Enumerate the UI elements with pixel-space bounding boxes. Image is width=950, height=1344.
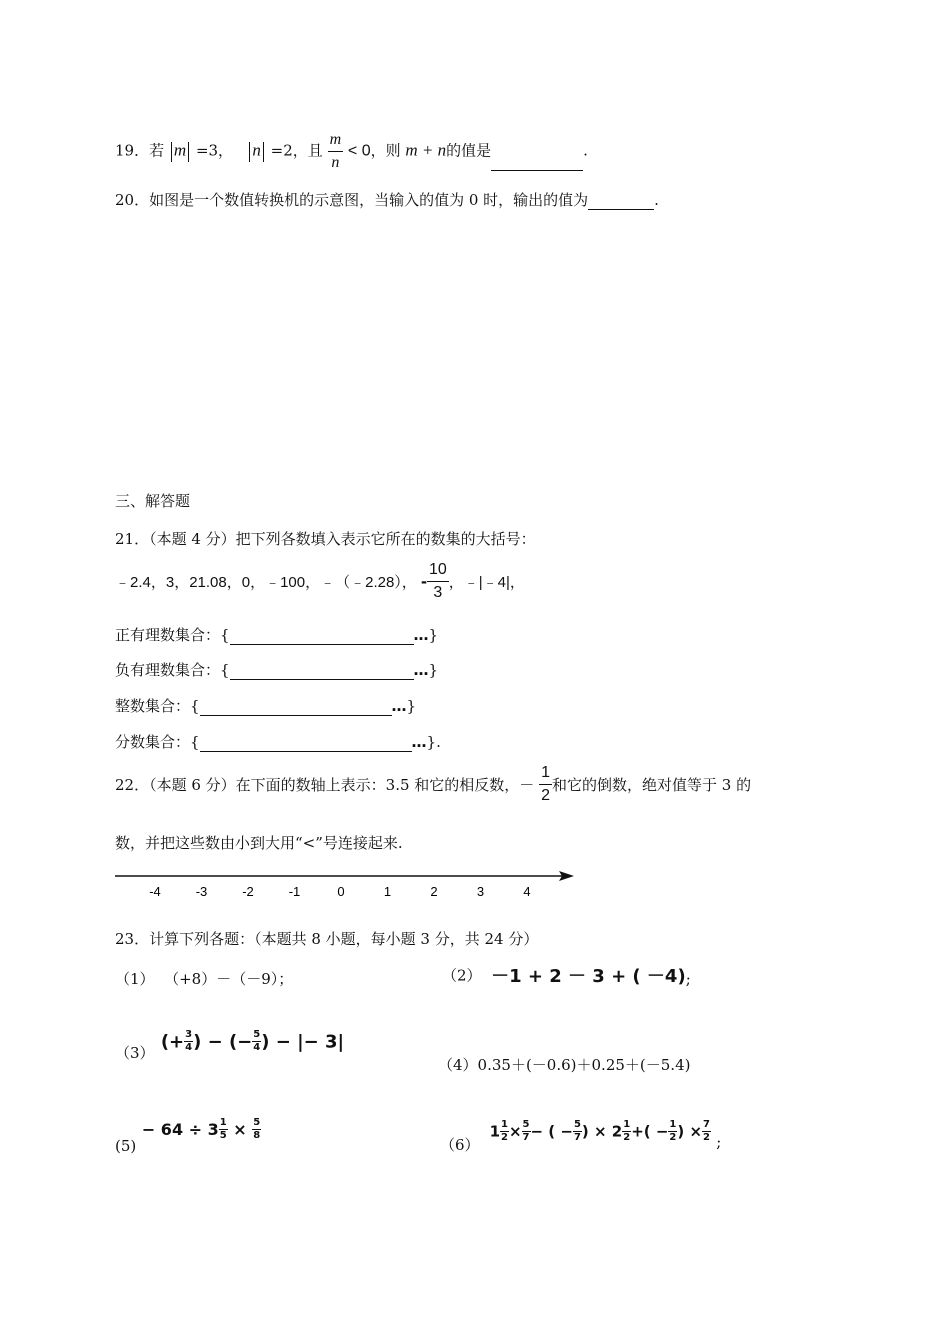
set-negative-rational [115, 659, 438, 680]
set-answer-line[interactable] [230, 628, 414, 645]
question-21-numbers [115, 562, 525, 601]
set-label: 正有理数集合：{ [115, 626, 230, 644]
q19-eq3: =3， [195, 141, 234, 160]
set-answer-line[interactable] [200, 699, 392, 716]
number-line-tick-label: -3 [195, 884, 208, 899]
problem-6 [440, 1119, 722, 1154]
problem-5 [115, 1117, 261, 1155]
set-positive-rational [115, 624, 438, 645]
set-label: 整数集合：{ [115, 697, 200, 715]
q22-text-b: 和它的倒数，绝对值等于 3 的 [551, 776, 752, 794]
q20-end: . [654, 191, 659, 209]
set-integers [115, 695, 416, 716]
set-answer-line[interactable] [230, 663, 414, 680]
p4-expr: 0.35＋(－0.6)＋0.25＋(－5.4) [477, 1056, 691, 1074]
number-line-tick-label: 2 [430, 884, 438, 899]
set-close: } [406, 697, 417, 715]
q19-lt: < 0 [347, 142, 371, 160]
ellipsis: … [411, 733, 427, 751]
p5-expr: − 64 ÷ 3 $\frac{1}{5}$ × $\frac{5}{8}$ [141, 1117, 261, 1141]
q19-m: m [173, 140, 187, 160]
number-line-tick-label: -4 [149, 884, 161, 899]
number-line-tick-label: 4 [523, 884, 531, 899]
p2-expr: －1 + 2 － 3 + ( －4) [491, 966, 686, 987]
q19-end: . [583, 141, 588, 160]
p3-label: （3） [115, 1044, 155, 1062]
q19-then: ，则 [370, 141, 401, 160]
set-close: } [428, 661, 439, 679]
q21-neg: - [420, 571, 427, 591]
question-22-line1 [115, 765, 751, 804]
p1-expr: （+8）－（－9）； [164, 970, 294, 988]
number-line-tick-label: 1 [383, 884, 392, 899]
p6-expr: 1 $\frac{1}{2}$ × $\frac{5}{7}$ − ( − $\frac{5}{7}$ ) × 2 $\frac{1}{2}$ +( − $\frac{1}{2}$ ) × $\frac{7}{2}$ [489, 1119, 711, 1143]
question-20 [115, 189, 659, 210]
ellipsis: … [391, 697, 407, 715]
q19-expr: m + n [405, 140, 447, 160]
ellipsis: … [413, 626, 429, 644]
number-line-tick-label: -2 [242, 884, 254, 899]
question-21-title: 21．（本题 4 分）把下列各数填入表示它所在的数集的大括号： [115, 530, 536, 548]
p2-label: （2） [442, 966, 482, 985]
set-fractions [115, 731, 441, 752]
p6-label: （6） [440, 1136, 480, 1154]
set-label: 分数集合：{ [115, 733, 200, 751]
section-3-title: 三、解答题 [115, 492, 191, 510]
p5-label: (5) [115, 1137, 137, 1155]
q20-text: 20．如图是一个数值转换机的示意图，当输入的值为 0 时，输出的值为 [115, 191, 589, 209]
number-line-tick-label: -1 [288, 884, 301, 899]
set-close: }. [426, 733, 441, 751]
p6-end: ; [716, 1133, 722, 1151]
p2-end: ; [685, 970, 691, 988]
question-23-title: 23．计算下列各题：（本题共 8 小题，每小题 3 分，共 24 分） [115, 930, 539, 948]
number-line-tick-label: 0 [337, 884, 345, 899]
q20-answer-blank[interactable] [588, 195, 654, 210]
q22-text-a: 22．（本题 6 分）在下面的数轴上表示：3.5 和它的相反数，－ [115, 776, 535, 794]
p1-label: （1） [115, 970, 155, 988]
q21-fraction: $\frac{10}{3}$ [428, 561, 447, 601]
set-label: 负有理数集合：{ [115, 661, 230, 679]
set-close: } [428, 626, 439, 644]
p3-expr: (+ $\frac{3}{4}$ ) − (− $\frac{5}{4}$ ) − |− 3| [160, 1029, 345, 1053]
question-19 [115, 132, 588, 171]
problem-4 [438, 1054, 690, 1075]
q19-fraction: $\frac{m}{n}$ [329, 131, 342, 171]
number-line-ticks [149, 884, 530, 899]
number-line-tick-label: 3 [476, 884, 485, 899]
q19-n: n [252, 140, 261, 160]
q21-numbers-b: ，﹣|﹣4|， [448, 574, 525, 591]
number-line[interactable] [110, 862, 580, 904]
q19-answer-blank[interactable] [491, 156, 583, 171]
set-answer-line[interactable] [200, 735, 412, 752]
q22-fraction: $\frac{1}{2}$ [541, 764, 550, 804]
problem-3 [115, 1029, 345, 1062]
problem-1 [115, 968, 293, 989]
q19-tail: 的值是 [446, 141, 492, 160]
q19-number: 19．若 [115, 141, 165, 160]
problem-2 [442, 962, 691, 988]
ellipsis: … [413, 661, 429, 679]
question-22-line2: 数，并把这些数由小到大用“<”号连接起来. [115, 834, 403, 852]
q19-eq2: =2，且 [270, 141, 323, 160]
p4-label: （4） [438, 1056, 478, 1074]
q21-numbers-a: ﹣2.4，3，21.08，0，﹣100，﹣（﹣2.28）， [115, 574, 417, 591]
